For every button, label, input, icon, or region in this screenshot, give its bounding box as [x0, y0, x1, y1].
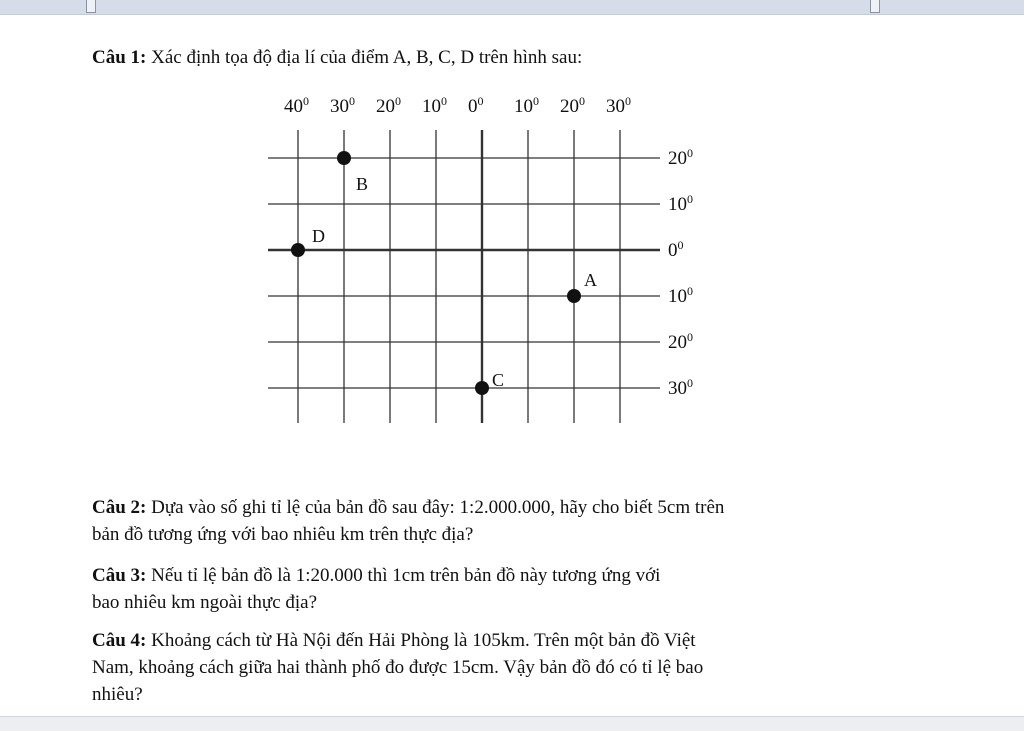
window-bottom-strip [0, 716, 1024, 731]
point-c [475, 381, 489, 395]
latitude-label-4: $20^0$ [668, 330, 693, 353]
question-3-line-1: Nếu tỉ lệ bản đồ là 1:20.000 thì 1cm trên bản đồ này tương ứng với [146, 565, 661, 586]
coordinate-grid [250, 80, 720, 430]
longitude-label-3: $10^0$ [422, 94, 447, 117]
longitude-label-2: $20^0$ [376, 94, 401, 117]
question-1 [92, 44, 972, 71]
point-label-a: A [584, 270, 597, 290]
point-label-c: C [492, 370, 505, 390]
question-2-label: Câu 2: [92, 497, 147, 518]
longitude-label-1: $30^0$ [330, 94, 355, 117]
question-4-line-1: Khoảng cách từ Hà Nội đến Hải Phòng là 105km. Trên một bản đồ Việt [146, 630, 696, 651]
window-top-strip [0, 0, 1024, 15]
longitude-label-7: $30^0$ [606, 94, 631, 117]
question-3-line-2: bao nhiêu km ngoài thực địa? [92, 592, 318, 613]
question-3-label: Câu 3: [92, 565, 147, 586]
question-4-label: Câu 4: [92, 630, 147, 651]
latitude-label-1: $10^0$ [668, 192, 693, 215]
latitude-label-5: $30^0$ [668, 376, 693, 399]
question-2 [92, 494, 892, 548]
question-3 [92, 562, 882, 616]
ruler-tab-icon [86, 0, 96, 13]
latitude-label-3: $10^0$ [668, 284, 693, 307]
question-1-label: Câu 1: [92, 47, 147, 68]
ruler-tab-icon [870, 0, 880, 13]
longitude-label-0: $40^0$ [284, 94, 309, 117]
latitude-label-0: $20^0$ [668, 146, 693, 169]
question-1-text: Xác định tọa độ địa lí của điểm A, B, C, D trên hình sau: [146, 47, 583, 68]
question-2-line-1: Dựa vào số ghi tỉ lệ của bản đồ sau đây: 1:2.000.000, hãy cho biết 5cm trên [146, 497, 725, 518]
point-label-b: B [356, 174, 369, 194]
question-4-line-2: Nam, khoảng cách giữa hai thành phố đo được 15cm. Vậy bản đồ đó có tỉ lệ bao [92, 657, 704, 678]
point-a [567, 289, 581, 303]
question-4 [92, 627, 852, 708]
point-b [337, 151, 351, 165]
longitude-label-4: $0^0$ [468, 94, 484, 117]
question-2-line-2: bản đồ tương ứng với bao nhiêu km trên thực địa? [92, 524, 474, 545]
question-4-line-3: nhiêu? [92, 684, 143, 705]
point-d [291, 243, 305, 257]
longitude-label-6: $20^0$ [560, 94, 585, 117]
longitude-label-5: $10^0$ [514, 94, 539, 117]
latitude-label-2: $0^0$ [668, 238, 684, 261]
point-label-d: D [312, 226, 325, 246]
